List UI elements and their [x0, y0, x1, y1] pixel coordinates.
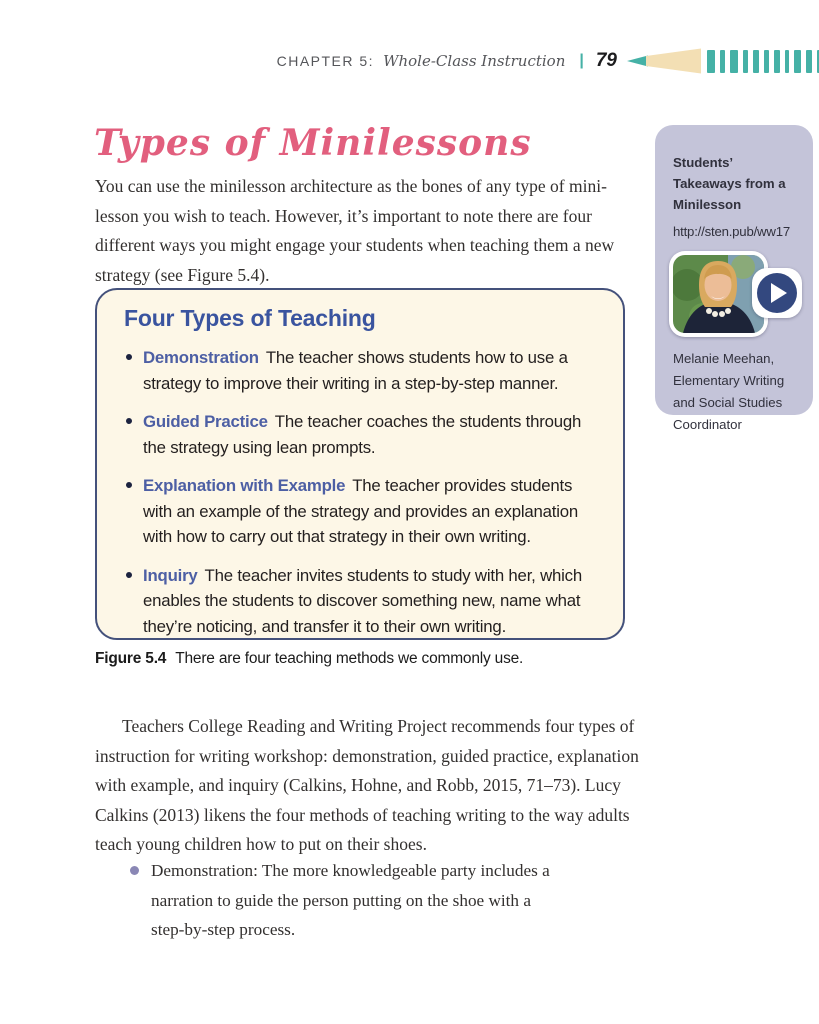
item-term: Explanation with Example [143, 476, 346, 495]
chapter-label: CHAPTER 5: [276, 53, 375, 69]
item-description: The teacher coaches the students through the strategy using lean prompts. [143, 412, 582, 457]
bullet-icon [126, 418, 132, 424]
bullet-icon [126, 354, 132, 360]
dash-decoration [707, 49, 819, 73]
item-description: The teacher shows students how to use a strategy to improve their writing in a step-by-step manner. [143, 348, 568, 393]
body-paragraph: Teachers College Reading and Writing Project recommends four types of instruction for writing workshop: demonstration, guided practice, explanation with example, and inquiry (Calkins, Hohne, and Robb, 2015, 71–73). Lucy Calkins (2013) likens the four methods of teaching writing to the way adults teach young children how to put on their shoes. [95, 716, 639, 854]
item-term: Demonstration [143, 348, 259, 367]
portrait-image [673, 255, 764, 333]
list-item-text [143, 409, 593, 460]
list-item-text [143, 563, 593, 640]
sidebar-credit: Melanie Meehan, Elementary Writing and Social Studies Coordinator [673, 351, 785, 432]
play-button[interactable] [752, 268, 802, 318]
list-item [124, 473, 593, 550]
list-item-text [143, 473, 593, 550]
list-item-text [143, 345, 593, 396]
play-circle [757, 273, 797, 313]
sidebar-title: Students’ Takeaways from a Minilesson [673, 155, 786, 212]
sidebar-url-link[interactable]: http://sten.pub/ww17 [673, 224, 790, 239]
pencil-arrow-icon [627, 48, 701, 74]
chapter-title: Whole-Class Instruction [383, 52, 566, 70]
running-header [0, 46, 819, 76]
box-heading: Four Types of Teaching [124, 305, 376, 331]
bullet-icon [126, 482, 132, 488]
item-description: The teacher provides students with an example of the strategy and provides an explanation with how to carry out that strategy in their own writing. [143, 476, 579, 546]
four-types-box [95, 288, 625, 640]
figure-caption [95, 650, 635, 668]
figure-label: Figure 5.4 [95, 650, 167, 667]
page-number: 79 [595, 50, 617, 71]
header-divider: | [579, 52, 584, 69]
bullet-icon [126, 572, 132, 578]
item-term: Guided Practice [143, 412, 268, 431]
list-item [124, 409, 593, 460]
page-title: Types of Minilessons [94, 122, 532, 164]
bullet-icon [130, 866, 139, 875]
box-list [124, 345, 593, 639]
item-term: Inquiry [143, 565, 198, 585]
figure-caption-text: There are four teaching methods we commonly use. [175, 650, 524, 667]
video-thumbnail-area [673, 251, 801, 339]
list-item [124, 345, 593, 396]
item-description: The teacher invites students to study with her, which enables the students to discover something new, name what they’re noticing, and transfer it to their own writing. [143, 565, 582, 636]
list-item-text: Demonstration: The more knowledgeable party includes a narration to guide the person putting on the shoe with a step-by-step process. [151, 861, 550, 939]
list-item [124, 563, 593, 640]
play-icon [771, 283, 787, 303]
video-sidebar [655, 125, 813, 432]
list-item [130, 856, 565, 945]
intro-paragraph: You can use the minilesson architecture as the bones of any type of mini-lesson you wish to teach. However, it’s important to note there are four different ways you might engage your students when teaching them a new strategy (see Figure 5.4). [95, 176, 615, 285]
